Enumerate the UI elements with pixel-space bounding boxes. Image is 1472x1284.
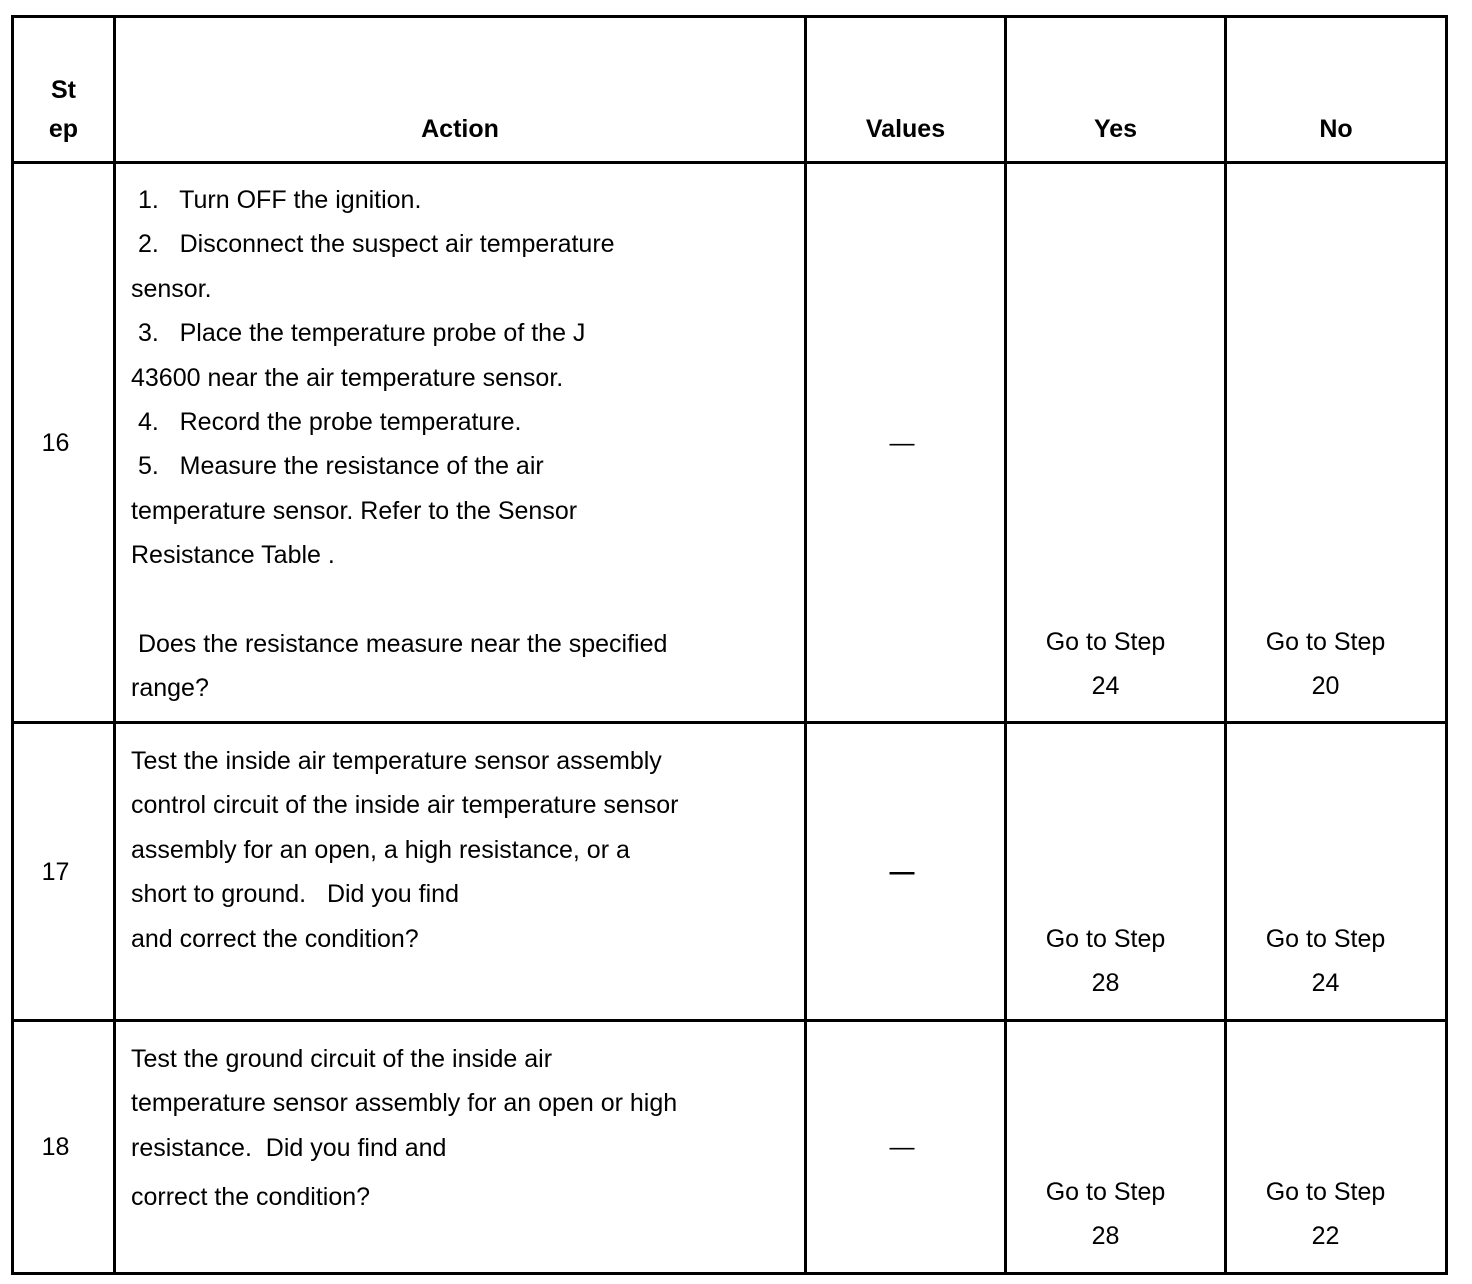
action-line: 43600 near the air temperature sensor. — [131, 363, 564, 392]
yes-step: 28 — [1091, 969, 1120, 998]
no-step: 24 — [1311, 969, 1340, 998]
action-line: control circuit of the inside air temperature sensor — [131, 791, 679, 820]
action-line: resistance. Did you find and — [131, 1133, 447, 1162]
yes-goto: Go to Step — [1045, 628, 1166, 656]
yes-cell — [1007, 620, 1204, 709]
action-line: sensor. — [131, 274, 212, 303]
action-line: range? — [131, 674, 209, 703]
header-no: No — [1319, 115, 1353, 143]
action-line: temperature sensor. Refer to the Sensor — [131, 496, 578, 525]
yes-cell — [1007, 1170, 1204, 1259]
action-line: 4. Record the probe temperature. — [131, 408, 522, 437]
action-line: and correct the condition? — [131, 924, 419, 953]
yes-goto: Go to Step — [1045, 1178, 1166, 1206]
no-step: 20 — [1311, 672, 1340, 701]
action-line: Test the inside air temperature sensor assembly — [131, 747, 662, 775]
no-cell — [1227, 620, 1424, 709]
value-cell: — — [889, 1133, 915, 1161]
header-step — [14, 71, 113, 149]
yes-goto: Go to Step — [1045, 925, 1166, 953]
action-line: 2. Disconnect the suspect air temperature — [131, 230, 615, 259]
step-number: 16 — [41, 429, 70, 457]
grid-line — [804, 15, 807, 1275]
action-line: short to ground. Did you find — [131, 880, 459, 909]
grid-line — [11, 1019, 1448, 1022]
no-goto: Go to Step — [1265, 1178, 1386, 1206]
no-cell — [1227, 917, 1424, 1006]
action-line: 5. Measure the resistance of the air — [131, 452, 544, 481]
grid-line — [11, 721, 1448, 724]
no-step: 22 — [1311, 1222, 1340, 1251]
grid-line — [11, 1272, 1448, 1275]
header-action: Action — [421, 115, 499, 143]
grid-line — [11, 15, 1448, 18]
header-step-line2: ep — [48, 115, 79, 143]
action-line — [131, 578, 801, 622]
value-cell: — — [889, 858, 915, 886]
step-number: 17 — [41, 858, 70, 886]
yes-cell — [1007, 917, 1204, 1006]
action-line: Does the resistance measure near the specified — [131, 630, 668, 659]
action-line: Resistance Table . — [131, 541, 335, 570]
no-goto: Go to Step — [1265, 628, 1386, 656]
yes-step: 28 — [1091, 1222, 1120, 1251]
action-text — [131, 739, 801, 961]
value-cell: — — [889, 429, 915, 457]
action-line: 1. Turn OFF the ignition. — [131, 186, 422, 214]
grid-line — [11, 161, 1448, 164]
grid-line — [1445, 15, 1448, 1275]
grid-line — [11, 15, 14, 1275]
grid-line — [113, 15, 116, 1275]
action-line: temperature sensor assembly for an open or high — [131, 1089, 678, 1118]
action-line: correct the condition? — [131, 1183, 371, 1212]
step-number: 18 — [41, 1133, 70, 1161]
header-yes: Yes — [1093, 115, 1138, 143]
yes-step: 24 — [1091, 672, 1120, 701]
no-cell — [1227, 1170, 1424, 1259]
header-values: Values — [865, 115, 946, 143]
header-step-line1: St — [51, 76, 76, 104]
action-line: assembly for an open, a high resistance, or a — [131, 835, 630, 864]
no-goto: Go to Step — [1265, 925, 1386, 953]
action-line: Test the ground circuit of the inside air — [131, 1045, 553, 1073]
action-line: 3. Place the temperature probe of the J — [131, 319, 586, 348]
action-text — [131, 178, 801, 711]
action-text — [131, 1037, 801, 1220]
